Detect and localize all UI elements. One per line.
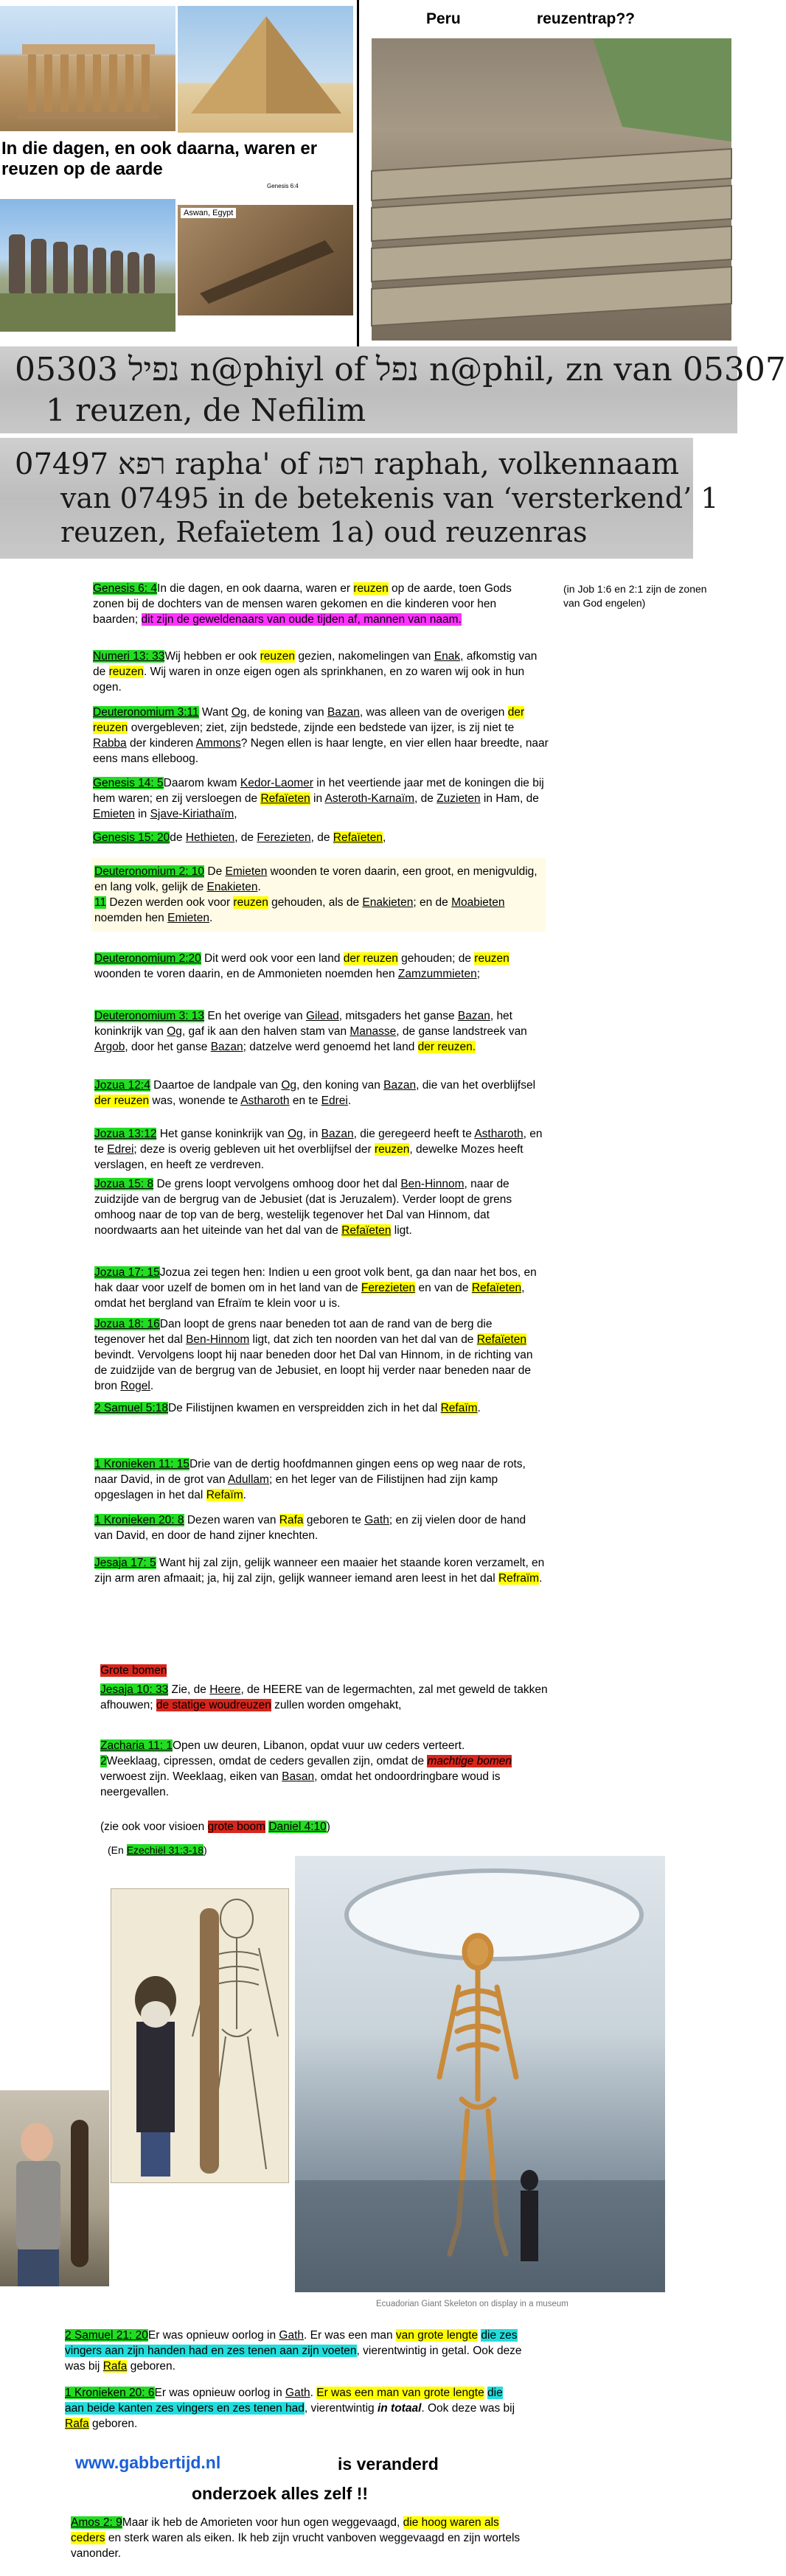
verse-ref[interactable]: Amos 2: 9 [71, 2516, 122, 2529]
verse-text: Dit werd ook voor een land [201, 952, 344, 965]
verse-zacharia-11-1 [100, 1738, 550, 1800]
verse-text: woonden te voren daarin, en de Ammonieten noemden hen [94, 968, 398, 980]
verse-text: Daartoe de landpale van [150, 1079, 282, 1092]
verse-jesaja-10-33 [100, 1682, 550, 1713]
verse-text: geboren. [88, 2418, 138, 2430]
verse-text: Want hij zal zijn, gelijk wanneer een maaier het staande koren verzamelt, en zijn arm aren afmaait; ja, hij zal zijn, gelijk wanneer iemand aren leest in het dal [94, 1557, 545, 1585]
verse-jesaja-17-5 [94, 1555, 546, 1586]
verse-link[interactable]: Bazan [210, 1041, 243, 1053]
verse-deut-3-13 [94, 1008, 546, 1055]
verse-link[interactable]: Astharoth [474, 1128, 524, 1140]
lexicon-line1: 05303 נפיל n@phiyl of נפל n@phil, zn van 05307 [15, 351, 786, 388]
note-text: (En [108, 1844, 127, 1856]
verse-text: , vierentwintig [304, 2402, 378, 2415]
verse-highlight: reuzen [474, 952, 509, 965]
verse-text: , was alleen van de overigen [359, 706, 508, 719]
verse-text: Het ganse koninkrijk van [156, 1128, 288, 1140]
verse-ref[interactable]: Deuteronomium 2:20 [94, 952, 201, 965]
verse-text: Er was opnieuw oorlog in [154, 2387, 286, 2399]
verse-text: zullen worden omgehakt, [271, 1699, 402, 1711]
giant-bone-photo [0, 2090, 109, 2286]
grote-bomen-heading [100, 1663, 167, 1678]
verse-link[interactable]: Edrei [107, 1143, 134, 1156]
verse-link[interactable]: Argob [94, 1041, 125, 1053]
lexicon-line5: reuzen, Refaïetem 1a) oud reuzenras [60, 516, 588, 548]
verse-text: ; en de [413, 896, 452, 909]
verse-text: , mitsgaders het ganse [338, 1010, 458, 1022]
verse-ref[interactable]: 1 Kronieken 11: 15 [94, 1458, 189, 1470]
verse-ref[interactable]: Numeri 13: 33 [93, 650, 165, 663]
temple-photo [0, 6, 175, 131]
verse-text: De grens loopt vervolgens omhoog door het dal [153, 1178, 401, 1190]
peru-stairs-photo [372, 38, 731, 341]
lexicon-line2: 1 reuzen, de Nefilim [46, 392, 366, 428]
verse-ref[interactable]: Jozua 15: 8 [94, 1178, 154, 1190]
verse-text: bevindt. Vervolgens loopt hij naar beneden door het Dal van Hinnom, in de richting van de zuidzijde van de bergrug van de Jebusiet, en loopt hij verder naar beneden naar de bron [94, 1349, 533, 1392]
top-caption: In die dagen, en ook daarna, waren er reuzen op de aarde [1, 139, 318, 179]
verse-ref: 11 [94, 896, 107, 909]
verse-ref[interactable]: Deuteronomium 3:11 [93, 706, 199, 719]
verse-link[interactable]: Gath [364, 1514, 389, 1526]
verse-text: Wij hebben er ook [164, 650, 260, 663]
verse-text: , het koninkrijk van [94, 1010, 512, 1038]
verse-link[interactable]: Enakieten [362, 896, 414, 909]
verse-text: ; [476, 968, 481, 980]
verse-text: Weeklaag, cipressen, omdat de ceders gevallen zijn, omdat de [106, 1755, 428, 1767]
verse-text: , de ganse landstreek van [396, 1025, 527, 1038]
verse-highlight: der reuzen [94, 1095, 150, 1107]
verse-link[interactable]: Zuzieten [437, 792, 481, 805]
verse-jozua-13-12 [94, 1126, 546, 1173]
verse-deut-2-20 [94, 951, 546, 982]
verse-highlight: die hoog waren als ceders [71, 2516, 499, 2544]
verse-text: Dezen werden ook voor [106, 896, 234, 909]
verse-text: woonden te voren daarin, een groot, en menigvuldig, en lang volk, gelijk de [94, 865, 538, 893]
verse-highlight: Refaïm [206, 1489, 243, 1501]
verse-highlight[interactable]: Refaïm [440, 1402, 478, 1414]
verse-text: . [347, 1095, 352, 1107]
verse-ref[interactable]: Jozua 13:12 [94, 1128, 157, 1140]
verse-link[interactable]: Ben-Hinnom [186, 1333, 250, 1346]
verse-ref: 2 [100, 1755, 107, 1767]
caption-block [1, 139, 355, 189]
verse-1kron-20-8 [94, 1512, 546, 1543]
verse-text: , die geregeerd heeft te [353, 1128, 475, 1140]
ezechiel-note [108, 1843, 207, 1858]
verse-genesis-14-5 [93, 775, 550, 822]
lexicon-line3: 07497 רפא rapha' of רפה raphah, volkennaam [15, 447, 680, 481]
verse-highlight[interactable]: Refaïeten [471, 1282, 522, 1294]
verse-ref[interactable]: Genesis 6: 4 [93, 582, 158, 595]
note-text: ) [203, 1844, 207, 1856]
verse-text: , door het ganse [125, 1041, 211, 1053]
verse-link[interactable]: Ferezieten [257, 831, 311, 844]
verse-text: , die van het overblijfsel [416, 1079, 536, 1092]
verse-1kron-11-15 [94, 1456, 546, 1503]
verse-numeri-13-33 [93, 649, 550, 695]
verse-ref[interactable]: Genesis 15: 20 [93, 831, 170, 844]
verse-ref[interactable]: Jozua 12:4 [94, 1079, 150, 1092]
verse-text: Want [198, 706, 232, 719]
peru-label: Peru [426, 10, 461, 27]
verse-text: , de [310, 831, 333, 844]
verse-jozua-15-8 [94, 1176, 546, 1238]
verse-link[interactable]: Kedor-Laomer [240, 777, 313, 789]
verse-text: . Er was een man [304, 2329, 396, 2342]
verse-link[interactable]: Ammons [195, 737, 241, 750]
verse-highlight: dit zijn de geweldenaars van oude tijden af, mannen van naam. [141, 613, 462, 626]
verse-link[interactable]: Rabba [93, 737, 127, 750]
gabbertijd-link[interactable]: www.gabbertijd.nl [75, 2453, 221, 2472]
verse-text: , den koning van [296, 1079, 384, 1092]
verse-link[interactable]: Hethieten [185, 831, 235, 844]
verse-text: Maar ik heb de Amorieten voor hun ogen weggevaagd, [122, 2516, 403, 2529]
verse-ref[interactable]: Jesaja 10: 33 [100, 1683, 169, 1696]
verse-link[interactable]: Basan [282, 1770, 315, 1783]
verse-link[interactable]: Emieten [93, 808, 135, 820]
verse-text: Er was opnieuw oorlog in [147, 2329, 279, 2342]
verse-text: , omdat het ondoordringbare woud is neergevallen. [100, 1770, 501, 1798]
verse-2samuel-21-20 [65, 2328, 522, 2374]
reuzentrap-label: reuzentrap?? [537, 10, 636, 27]
lexicon-line4: van 07495 in de betekenis van ‘versterkend’ 1 [60, 482, 719, 514]
verse-ref[interactable]: Jozua 17: 15 [94, 1266, 160, 1279]
verse-ref[interactable]: 1 Kronieken 20: 8 [94, 1514, 184, 1526]
verse-text: , gaf ik aan den halven stam van [181, 1025, 350, 1038]
verse-text: verwoest zijn. Weeklaag, eiken van [100, 1770, 282, 1783]
verse-text: overgebleven; ziet, zijn bedstede, zijnde een bedstede van ijzer, is zij niet te [128, 722, 515, 734]
verse-link[interactable]: Og [287, 1128, 303, 1140]
verse-link[interactable]: Ben-Hinnom [400, 1178, 465, 1190]
verse-text: Open uw deuren, Libanon, opdat vuur uw ceders verteert. [172, 1739, 465, 1752]
verse-text: , dewelke Mozes heeft verslagen, en heeft ze verdreven. [94, 1143, 524, 1171]
verse-text: de [170, 831, 186, 844]
verse-text: , de koning van [246, 706, 327, 719]
verse-ref[interactable]: Ezechiël 31:3-18 [126, 1844, 204, 1856]
verse-jozua-18-16 [94, 1316, 546, 1394]
verse-text: , en te [94, 1128, 543, 1156]
verse-highlight: reuzen [353, 582, 389, 595]
moai-photo [0, 199, 175, 332]
verse-link[interactable]: Zamzummieten [397, 968, 477, 980]
verse-link[interactable]: Enak [434, 650, 461, 663]
verse-ref[interactable]: Zacharia 11: 1 [100, 1739, 173, 1752]
verse-highlight[interactable]: Rafa [102, 2360, 128, 2373]
verse-link[interactable]: Manasse [349, 1025, 397, 1038]
verse-link[interactable]: Astharoth [240, 1095, 290, 1107]
verse-highlight[interactable]: Ferezieten [361, 1282, 416, 1294]
verse-link[interactable]: Asteroth-Karnaïm [324, 792, 414, 805]
verse-text: . [209, 912, 213, 924]
verse-ref[interactable]: 2 Samuel 21: 20 [65, 2329, 148, 2342]
verse-text: Jozua zei tegen hen: Indien u een groot volk bent, ga dan naar het bos, en hak daar voor uzelf de bomen om in het land van de [94, 1266, 537, 1294]
verse-text: Drie van de dertig hoofdmannen gingen eens op weg naar de rots, naar David, in de grot van [94, 1458, 526, 1486]
verse-text: was, wonende te [149, 1095, 241, 1107]
verse-link[interactable]: Rogel [120, 1380, 150, 1392]
note-text: (zie ook voor visioen [100, 1821, 208, 1833]
changed-label: is veranderd [338, 2454, 439, 2474]
verse-text: ; deze is overig gebleven uit het overblijfsel der [133, 1143, 375, 1156]
verse-ref[interactable]: 1 Kronieken 20: 6 [65, 2387, 155, 2399]
verse-link[interactable]: Bazan [321, 1128, 354, 1140]
verse-2samuel-5-18 [94, 1400, 546, 1416]
skeleton-chart-photo [111, 1888, 289, 2183]
verse-text: en van de [415, 1282, 472, 1294]
verse-text: ; en zij vielen door de hand van David, en door de hand zijner knechten. [94, 1514, 526, 1542]
check-yourself-label: onderzoek alles zelf !! [192, 2484, 369, 2503]
verse-text: , naar de zuidzijde van de bergrug van de Jebusiet (dat is Jeruzalem). Verder loopt de grens omhoog naar de top van de berg, westelijk tegenover het Dal van Hinnom, dat noordwaarts aan het uiteinde van het dal van de [94, 1178, 512, 1237]
lexicon-rephaim [0, 438, 719, 559]
verse-text: ; en het leger van de Filistijnen had zijn kamp opgeslagen in het dal [94, 1473, 498, 1501]
verse-text: in [310, 792, 325, 805]
verse-text: gehouden; de [397, 952, 475, 965]
verse-text: , [382, 831, 386, 844]
lexicon-nephilim [0, 346, 786, 433]
verse-deut-2-10 [94, 864, 544, 926]
verse-text: De [204, 865, 226, 878]
verse-text: ; datzelve werd genoemd het land [243, 1041, 418, 1053]
pyramid-photo [178, 6, 353, 133]
verse-text: . Wij waren in onze eigen ogen als sprinkhanen, en zo waren wij ook in hun ogen. [93, 666, 525, 694]
verse-highlight[interactable]: Refaïeten [476, 1333, 526, 1346]
verse-link[interactable]: Enakieten [206, 881, 258, 893]
verse-link[interactable]: Emieten [167, 912, 209, 924]
verse-text: In die dagen, en ook daarna, waren er [157, 582, 354, 595]
verse-link[interactable]: Moabieten [451, 896, 505, 909]
verse-text: ligt. [391, 1224, 412, 1237]
verse-highlight: Refraïm [498, 1572, 540, 1585]
verse-text: . Ook deze was bij [421, 2402, 515, 2415]
verse-jozua-17-15 [94, 1265, 546, 1311]
verse-highlight[interactable]: Refaïeten [260, 792, 310, 805]
verse-highlight: die zes vingers aan zijn handen had en zes tenen aan zijn voeten [65, 2329, 518, 2357]
verse-text: Daarom kwam [163, 777, 240, 789]
verse-text: , de [234, 831, 257, 844]
verse-text: en te [289, 1095, 321, 1107]
verse-highlight: die aan beide kanten zes vingers en zes tenen had [65, 2387, 503, 2415]
verse-highlight[interactable]: Refaïeten [333, 831, 383, 844]
verse-ref[interactable]: Jesaja 17: 5 [94, 1557, 156, 1569]
verse-highlight: Rafa [279, 1514, 304, 1526]
verse-highlight: machtige bomen [427, 1755, 512, 1767]
verse-text: En het overige van [204, 1010, 306, 1022]
verse-ref[interactable]: Deuteronomium 2: 10 [94, 865, 205, 878]
aswan-photo [178, 205, 353, 315]
verse-link[interactable]: Og [281, 1079, 297, 1092]
verse-text: ligt, dat zich ten noorden van het dal van de [249, 1333, 477, 1346]
verse-amos-2-9 [71, 2515, 528, 2561]
verse-highlight: der reuzen [93, 706, 525, 734]
verse-text: in Ham, de [480, 792, 539, 805]
verse-text: geboren te [303, 1514, 365, 1526]
verse-text: , [234, 808, 237, 820]
skeleton-caption: Ecuadorian Giant Skeleton on display in a museum [376, 2300, 568, 2308]
verse-text: . [243, 1489, 246, 1501]
verse-highlight: reuzen [233, 896, 268, 909]
verse-text: . [257, 881, 261, 893]
verse-text: ? Negen ellen is haar lengte, en vier ellen haar breedte, naar eens mans elleboog. [93, 737, 549, 765]
verse-text: gehouden, als de [268, 896, 363, 909]
verse-text: Dan loopt de grens naar beneden tot aan de rand van de berg die tegenover het dal [94, 1318, 493, 1346]
verse-text: in [134, 808, 150, 820]
verse-highlight[interactable]: Rafa [65, 2418, 89, 2430]
museum-skeleton-photo [295, 1856, 665, 2292]
verse-text: , de HEERE van de legermachten, zal met geweld de takken afhouwen; [100, 1683, 548, 1711]
verse-jozua-12-4 [94, 1078, 546, 1109]
verse-link[interactable]: Og [231, 706, 247, 719]
zie-ook-note [100, 1819, 330, 1835]
verse-link[interactable]: Edrei [321, 1095, 348, 1107]
verse-text: der kinderen [126, 737, 196, 750]
verse-text: . [150, 1380, 154, 1392]
verse-link[interactable]: Bazan [383, 1079, 417, 1092]
verse-highlight: der reuzen. [417, 1041, 476, 1053]
verse-highlight: Er was een man van grote lengte [316, 2387, 484, 2399]
verse-text: in het veertiende jaar met de koningen die bij hem waren; en zij versloegen de [93, 777, 544, 805]
verse-ref[interactable]: Daniel 4:10 [268, 1821, 327, 1833]
verse-text: , in [302, 1128, 321, 1140]
note-text: ) [326, 1821, 330, 1833]
verse-text: , vierentwintig in getal. Ook deze was bij [65, 2345, 522, 2373]
section-heading: Grote bomen [100, 1664, 167, 1677]
verse-text: , afkomstig van de [93, 650, 538, 678]
verse-text: , omdat het bergland van Efraïm te klein voor u is. [94, 1282, 525, 1310]
verse-text: , de [414, 792, 437, 805]
verse-text: en sterk waren als eiken. Ik heb zijn vrucht vanboven weggevaagd en zijn wortels vanonder. [71, 2532, 521, 2560]
verse-ref[interactable]: Jozua 18: 16 [94, 1318, 160, 1330]
verse-1kron-20-6 [65, 2385, 522, 2432]
verse-highlight: reuzen [260, 650, 296, 663]
verse-link[interactable]: Heere [209, 1683, 241, 1696]
verse-link[interactable]: Bazan [327, 706, 360, 719]
verse-emphasis: in totaal [377, 2402, 422, 2415]
verse-text: De Filistijnen kwamen en verspreidden zich in het dal [167, 1402, 441, 1414]
note-highlight: grote boom [207, 1821, 266, 1833]
verse-link[interactable]: Sjave-Kiriathaïm [150, 808, 234, 820]
verse-link[interactable]: Og [167, 1025, 182, 1038]
verse-ref[interactable]: Deuteronomium 3: 13 [94, 1010, 205, 1022]
verse-text: . [477, 1402, 481, 1414]
verse-highlight: der reuzen [343, 952, 398, 965]
verse-highlight: reuzen [108, 666, 144, 678]
verse-link[interactable]: Emieten [225, 865, 268, 878]
verse-text: gezien, nakomelingen van [295, 650, 434, 663]
top-divider [357, 0, 359, 346]
verse-genesis-6-4 [93, 581, 543, 627]
verse-link[interactable]: Gath [285, 2387, 310, 2399]
verse-text: Dezen waren van [184, 1514, 279, 1526]
verse-text: geboren. [127, 2360, 175, 2373]
side-note: (in Job 1:6 en 2:1 zijn de zonen van God engelen) [563, 583, 707, 609]
verse-link[interactable]: Adullam [227, 1473, 269, 1486]
verse-link[interactable]: Gath [279, 2329, 304, 2342]
verse-text: . [539, 1572, 543, 1585]
verse-highlight: van grote lengte [395, 2329, 479, 2342]
verse-text: op de aarde, toen Gods zonen bij de dochters van de mensen waren gekomen en die kinderen voor hen baarden; [93, 582, 512, 626]
verse-ref[interactable]: Genesis 14: 5 [93, 777, 164, 789]
verse-text: noemden hen [94, 912, 168, 924]
verse-text: Zie, de [168, 1683, 210, 1696]
verse-link[interactable]: Bazan [457, 1010, 490, 1022]
verse-genesis-15-20 [93, 830, 550, 845]
verse-highlight: reuzen [374, 1143, 410, 1156]
verse-deut-3-11 [93, 705, 550, 767]
aswan-label: Aswan, Egypt [181, 208, 236, 218]
verse-highlight[interactable]: Refaïeten [341, 1224, 392, 1237]
verse-text: . [310, 2387, 317, 2399]
top-caption-ref: Genesis 6:4 [267, 183, 299, 189]
verse-link[interactable]: Gilead [305, 1010, 339, 1022]
verse-ref[interactable]: 2 Samuel 5:18 [94, 1402, 168, 1414]
verse-highlight: de statige woudreuzen [156, 1699, 271, 1711]
